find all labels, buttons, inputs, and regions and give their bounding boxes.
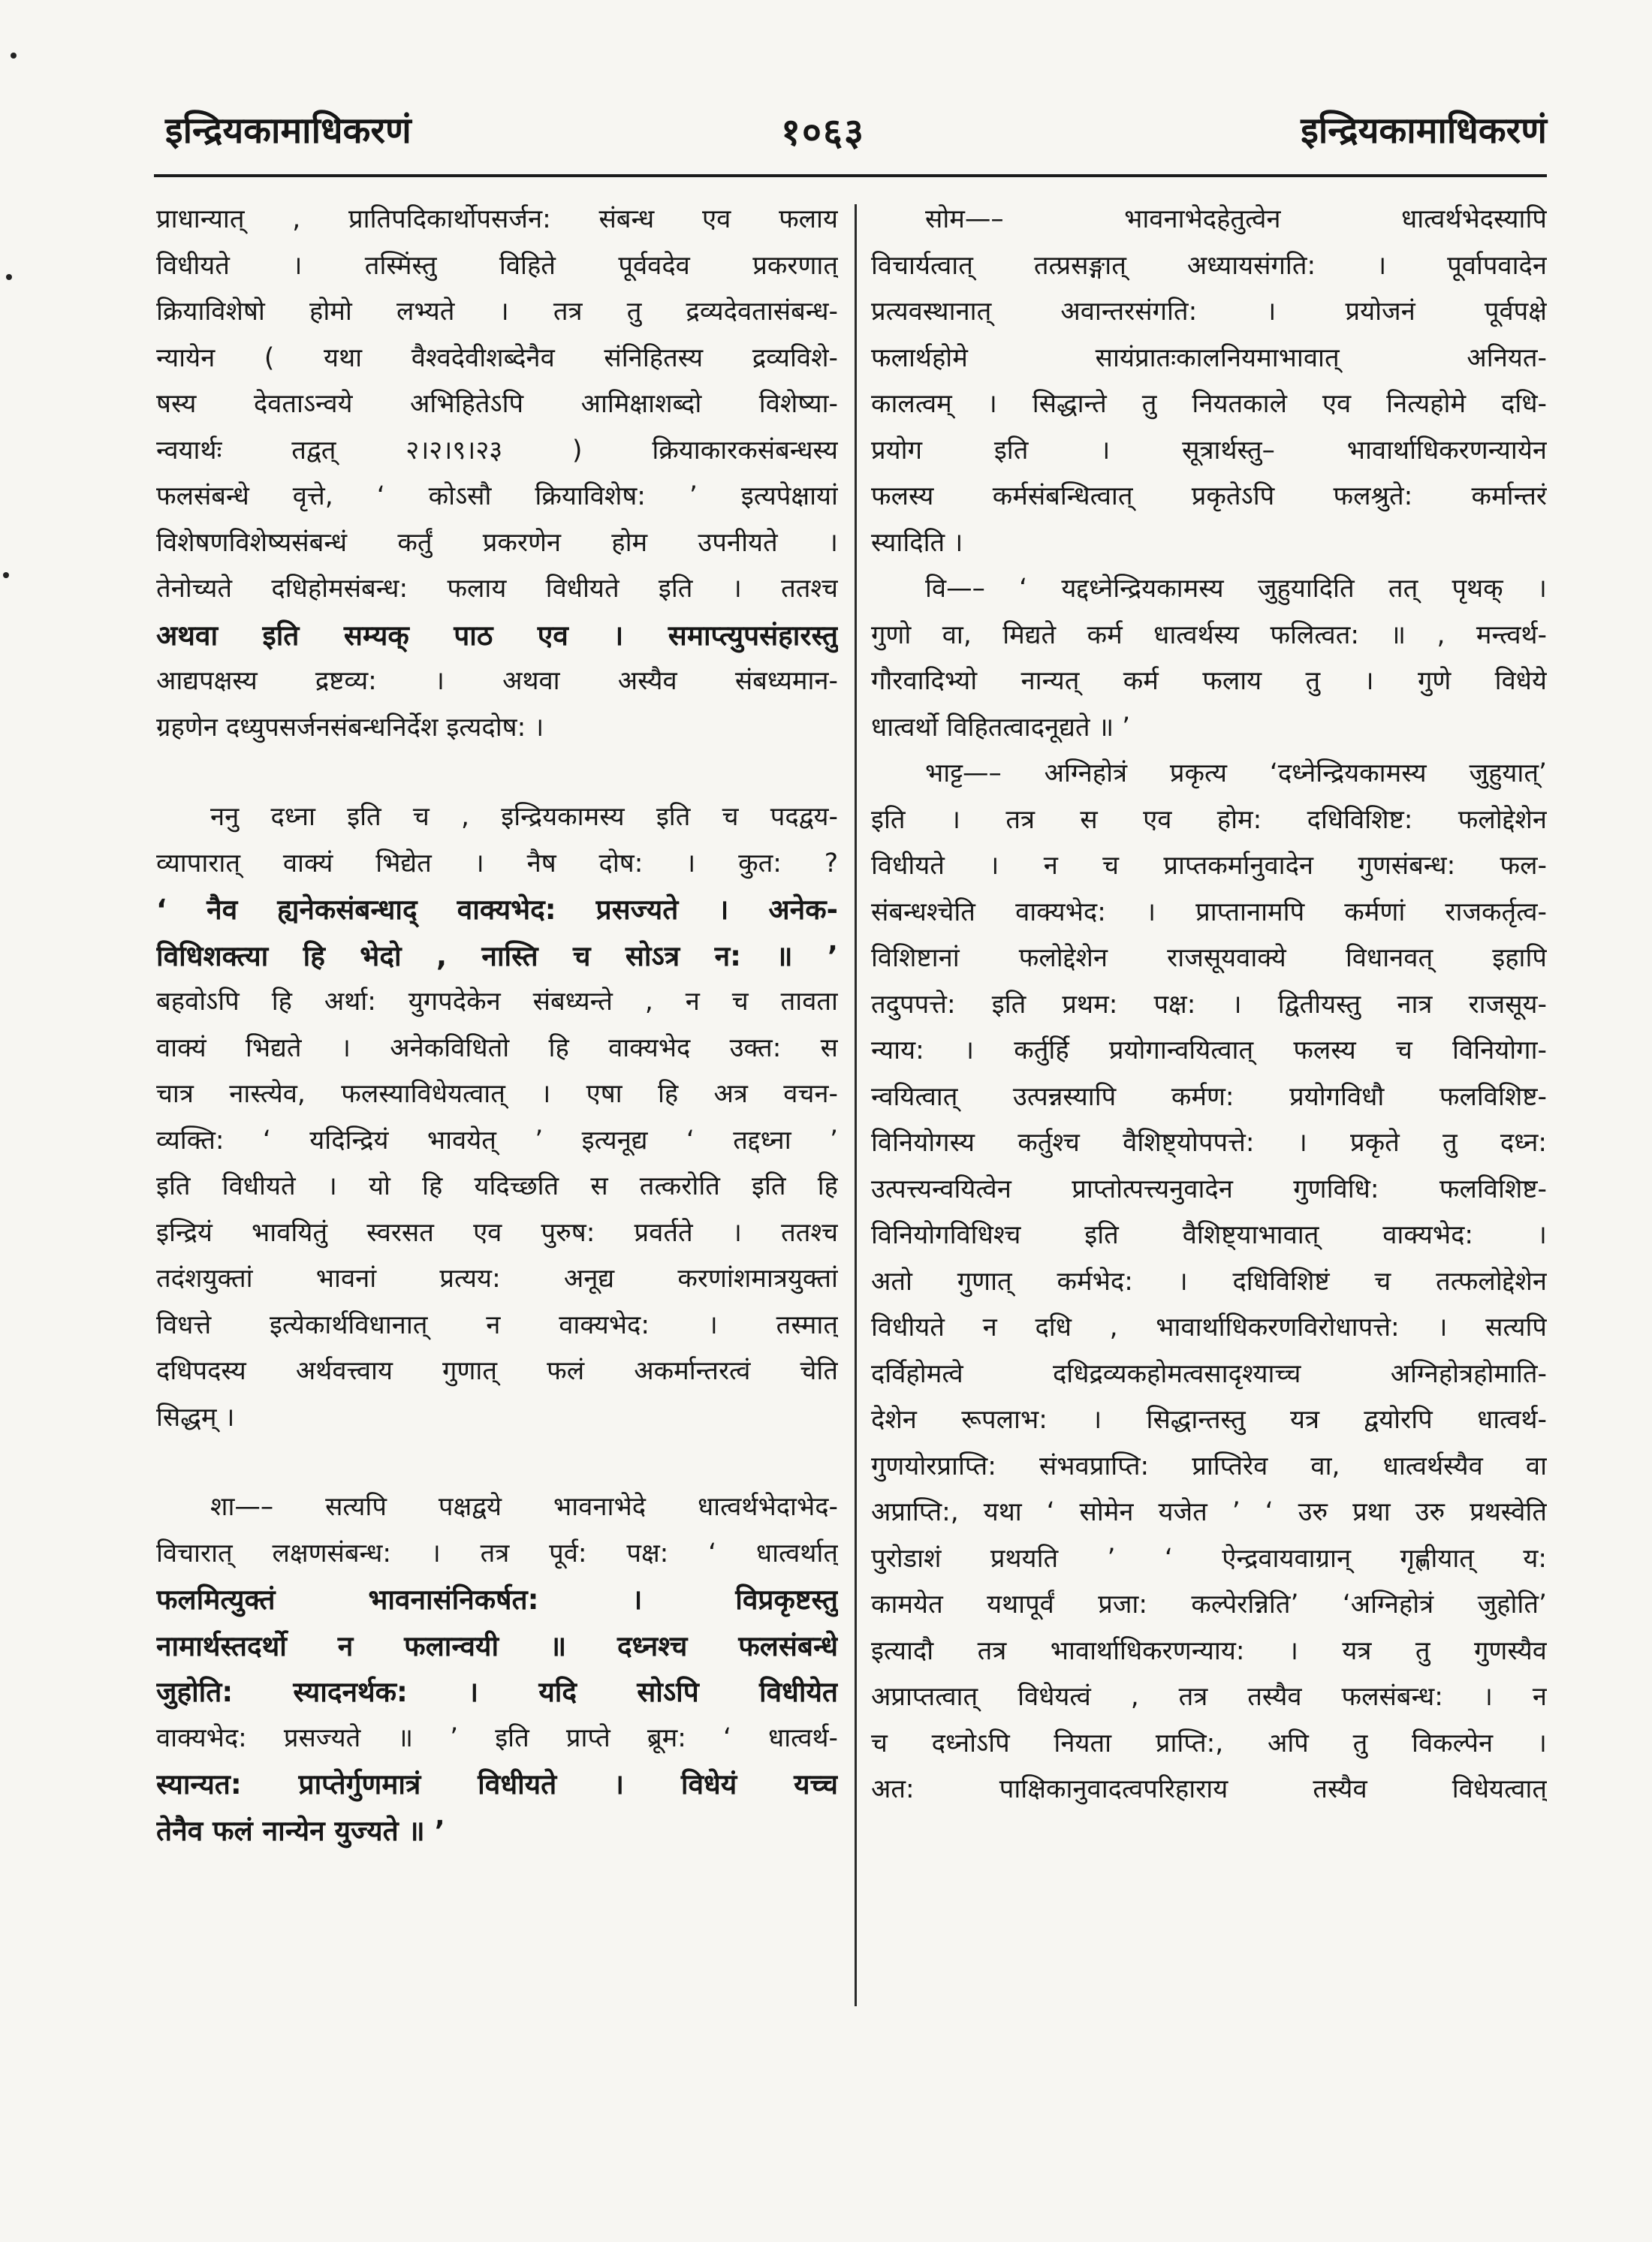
text-line: धात्वर्थो विहितत्वादनूद्यते ॥ ’ [871,712,1131,743]
text-line: प्राधान्यात् , प्रातिपदिकार्थोपसर्जन: संबन्ध एव फलाय [156,204,838,234]
left-paragraph-2 [156,794,838,1441]
text-line: चात्र नास्त्येव, फलस्याविधेयत्वात् । एषा हि अत्र वचन- [156,1079,838,1109]
text-line: पुरोडाशं प्रथयति ’ ‘ ऐन्द्रवायवाग्रान् गृह्णीयात् य: [871,1543,1547,1574]
text-line: नामार्थस्तदर्थो न फलान्वयी ॥ दध्नश्च फलसंबन्धे [156,1629,838,1662]
margin-dot [6,274,12,280]
text-line: वाक्यं भिद्यते । अनेकविधितो हि वाक्यभेद उक्त: स [156,1032,838,1063]
text-line: फलसंबन्धे वृत्ते, ‘ कोऽसौ क्रियाविशेष: ’ इत्यपेक्षायां [156,481,838,511]
text-line: विचार्यत्वात् तत्प्रसङ्गात् अध्यायसंगति: । पूर्वापवादेन [871,250,1547,281]
text-line: उत्पत्त्यन्वयित्वेन प्राप्तोत्पत्त्यनुवादेन गुणविधि: फलविशिष्ट- [871,1174,1547,1204]
text-line: इन्द्रियं भावयितुं स्वरसत एव पुरुष: प्रवर्तते । ततश्च [156,1217,838,1248]
text-line: विनियोगस्य कर्तुश्च वैशिष्ट्योपपत्ते: । प्रकृते तु दध्न: [871,1128,1547,1158]
text-line: न्यायेन ( यथा वैश्वदेवीशब्देनैव संनिहितस्य द्रव्यविशे- [156,342,838,373]
text-line: सोम—– भावनाभेदहेतुत्वेन धात्वर्थभेदस्यापि [925,204,1547,234]
text-line: देशेन रूपलाभ: । सिद्धान्तस्तु यत्र द्वयोरपि धात्वर्थ- [871,1405,1547,1435]
right-paragraph-3 [871,751,1547,1813]
text-line: अप्राप्ति:, यथा ‘ सोमेन यजेत ’ ‘ उरु प्रथा उरु प्रथस्वेति [871,1497,1547,1527]
text-line: तदुपपत्ते: इति प्रथम: पक्ष: । द्वितीयस्तु नात्र राजसूय- [871,989,1547,1020]
text-line: क्रियाविशेषो होमो लभ्यते । तत्र तु द्रव्यदेवतासंबन्ध- [156,297,838,327]
text-line: विधत्ते इत्येकार्थविधानात् न वाक्यभेद: । तस्मात् [156,1309,838,1340]
text-line: शा—– सत्यपि पक्षद्वये भावनाभेदे धात्वर्थभेदाभेद- [210,1492,838,1522]
text-line: ‘ नैव ह्यनेकसंबन्धाद् वाक्यभेद: प्रसज्यते । अनेक- [156,893,838,926]
text-line: फलस्य कर्मसंबन्धित्वात् प्रकृतेऽपि फलश्रुते: कर्मान्तरं [871,481,1547,511]
running-title-right: इन्द्रियकामाधिकरणं [1301,110,1547,152]
text-line: फलार्थहोमे सायंप्रातःकालनियमाभावात् अनियत- [871,342,1547,373]
text-line: स्यान्यत: प्राप्तेर्गुणमात्रं विधीयते । विधेयं यच्च [156,1768,838,1801]
text-line: इति । तत्र स एव होम: दधिविशिष्ट: फलोद्देशेन [871,804,1547,835]
page-number: १०६३ [781,110,865,154]
text-line: तेनैव फलं नान्येन युज्यते ॥ ’ [156,1814,445,1847]
text-line: तेनोच्यते दधिहोमसंबन्ध: फलाय विधीयते इति । ततश्च [156,574,838,604]
text-line: वाक्यभेद: प्रसज्यते ॥ ’ इति प्राप्ते ब्रूम: ‘ धात्वर्थ- [156,1722,838,1753]
text-line: विधीयते न दधि , भावार्थाधिकरणविरोधापत्ते: । सत्यपि [871,1312,1547,1342]
text-line: न्वयार्थः तद्वत् २।२।९।२३ ) क्रियाकारकसंबन्धस्य [156,435,838,466]
text-line: गौरवादिभ्यो नान्यत् कर्म फलाय तु । गुणे विधेये [871,666,1547,696]
text-line: स्यादिति । [871,527,963,558]
text-line: दधिपदस्य अर्थवत्त्वाय गुणात् फलं अकर्मान्तरत्वं चेति [156,1356,838,1386]
text-line: व्यक्ति: ‘ यदिन्द्रियं भावयेत् ’ इत्यनूद्य ‘ तद्दध्ना ’ [156,1125,838,1156]
text-line: अत: पाक्षिकानुवादत्वपरिहाराय तस्यैव विधेयत्वात् [871,1774,1547,1804]
column-divider [855,204,857,2006]
text-line: कामयेत यथापूर्वं प्रजा: कल्पेरन्निति’ ‘अग्निहोत्रं जुहोति’ [871,1590,1547,1620]
text-line: अतो गुणात् कर्मभेद: । दधिविशिष्टं च तत्फलोद्देशेन [871,1266,1547,1297]
text-line: षस्य देवताऽन्वये अभिहितेऽपि आमिक्षाशब्दो विशेष्या- [156,389,838,419]
margin-dot [11,53,17,59]
text-line: संबन्धश्चेति वाक्यभेद: । प्राप्तानामपि कर्मणां राजकर्तृत्व- [871,896,1547,927]
text-line: कालत्वम् । सिद्धान्ते तु नियतकाले एव नित्यहोमे दधि- [871,389,1547,419]
text-line: प्रत्यवस्थानात् अवान्तरसंगति: । प्रयोजनं पूर्वपक्षे [871,297,1547,327]
text-line: विनियोगविधिश्च इति वैशिष्ट्याभावात् वाक्यभेद: । [871,1220,1547,1250]
right-paragraph-1 [871,197,1547,566]
text-line: न्याय: । कर्तुर्हि प्रयोगान्वयित्वात् फलस्य च विनियोगा- [871,1035,1547,1065]
text-line: तदंशयुक्तां भावनां प्रत्यय: अनूद्य करणांशमात्रयुक्तां [156,1264,838,1294]
text-line: सिद्धम् । [156,1402,235,1433]
text-line: वि—– ‘ यद्दध्नेन्द्रियकामस्य जुहुयादिति तत् पृथक् । [925,574,1547,604]
text-line: विधीयते । तस्मिंस्तु विहिते पूर्ववदेव प्रकरणात् [156,250,838,281]
left-column [156,197,838,1854]
text-line: जुहोति: स्यादनर्थक: । यदि सोऽपि विधीयेत [156,1676,838,1708]
left-paragraph-3 [156,1484,838,1854]
text-line: ननु दध्ना इति च , इन्द्रियकामस्य इति च पदद्वय- [210,802,838,832]
header-rule [154,174,1547,177]
text-line: फलमित्युक्तं भावनासंनिकर्षत: । विप्रकृष्टस्तु [156,1584,838,1616]
text-line: गुणो वा, मिद्यते कर्म धात्वर्थस्य फलित्वत: ॥ , मन्त्वर्थ- [871,619,1547,650]
text-line: इत्यादौ तत्र भावार्थाधिकरणन्याय: । यत्र तु गुणस्यैव [871,1635,1547,1666]
text-line: विशेषणविशेष्यसंबन्धं कर्तुं प्रकरणेन होम उपनीयते । [156,527,838,558]
text-line: बहवोऽपि हि अर्था: युगपदेकेन संबध्यन्ते , न च तावता [156,987,838,1017]
text-line: गुणयोरप्राप्ति: संभवप्राप्ति: प्राप्तिरेव वा, धात्वर्थस्यैव वा [871,1451,1547,1481]
page-header [150,105,1547,158]
text-line: विशिष्टानां फलोद्देशेन राजसूयवाक्ये विधानवत् इहापि [871,943,1547,973]
text-line: विधीयते । न च प्राप्तकर्मानुवादेन गुणसंबन्ध: फल- [871,851,1547,881]
text-line: भाट्ट—– अग्निहोत्रं प्रकृत्य ‘दध्नेन्द्रियकामस्य जुहुयात्’ [925,758,1547,788]
right-column [871,197,1547,1813]
text-line: इति विधीयते । यो हि यदिच्छति स तत्करोति इति हि [156,1171,838,1201]
left-paragraph-1 [156,197,838,751]
text-line: ग्रहणेन दध्युपसर्जनसंबन्धनिर्देश इत्यदोष: । [156,712,544,743]
right-paragraph-2 [871,566,1547,751]
text-line: अप्राप्तत्वात् विधेयत्वं , तत्र तस्यैव फलसंबन्ध: । न [871,1682,1547,1712]
running-title-left: इन्द्रियकामाधिकरणं [165,110,411,152]
text-line: व्यापारात् वाक्यं भिद्येत । नैष दोष: । कुत: ? [156,848,838,878]
text-line: च दध्नोऽपि नियता प्राप्ति:, अपि तु विकल्पेन । [871,1728,1547,1758]
text-line: प्रयोग इति । सूत्रार्थस्तु– भावार्थाधिकरणन्यायेन [871,435,1547,466]
text-line: दर्विहोमत्वे दधिद्रव्यकहोमत्वसादृश्याच्च अग्निहोत्रहोमाति- [871,1358,1547,1389]
text-line: विचारात् लक्षणसंबन्ध: । तत्र पूर्व: पक्ष: ‘ धात्वर्थात् [156,1538,838,1568]
text-line: न्वयित्वात् उत्पन्नस्यापि कर्मण: प्रयोगविधौ फलविशिष्ट- [871,1081,1547,1112]
text-line: अथवा इति सम्यक् पाठ एव । समाप्त्युपसंहारस्तु [156,619,838,652]
margin-dot [3,572,9,578]
text-line: विधिशक्त्या हि भेदो , नास्ति च सोऽत्र न: ॥ ’ [156,939,838,972]
text-line: आद्यपक्षस्य द्रष्टव्य: । अथवा अस्यैव संबध्यमान- [156,666,838,696]
